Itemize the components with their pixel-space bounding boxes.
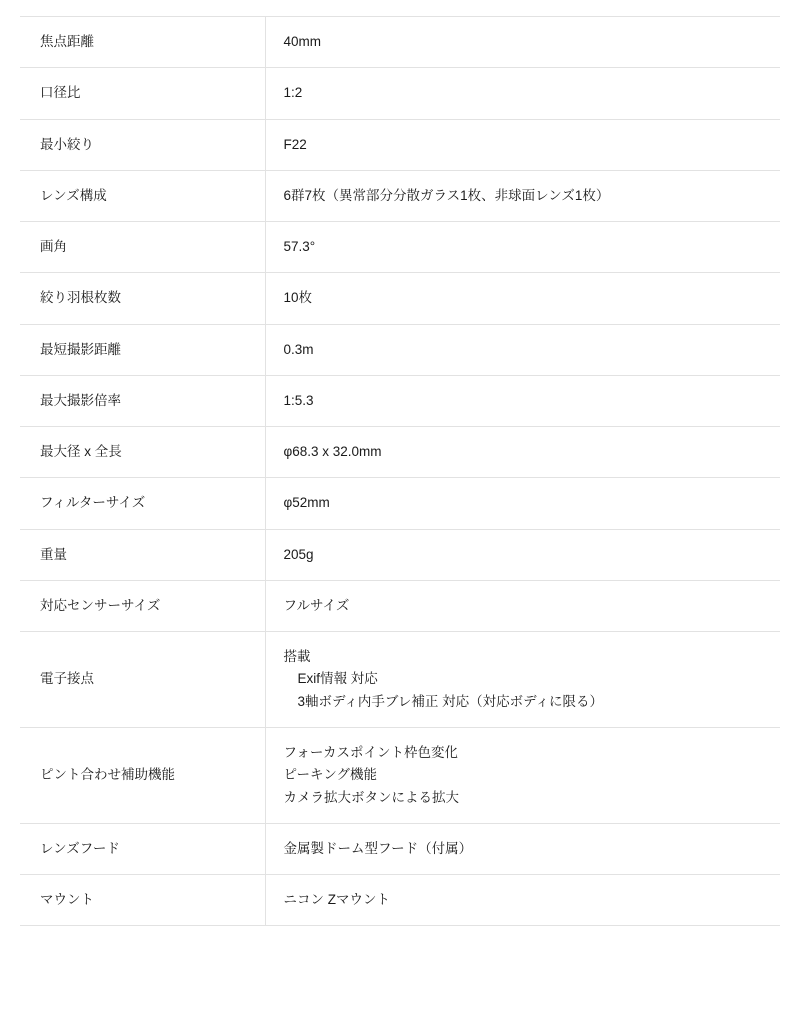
spec-label-cell: 口径比 [20,68,265,119]
spec-label-cell: 電子接点 [20,632,265,728]
table-row [20,273,780,324]
spec-value-cell [265,727,780,823]
spec-label-cell: 最大径 x 全長 [20,427,265,478]
table-row [20,170,780,221]
table-row [20,222,780,273]
table-row [20,875,780,926]
spec-value-cell [265,529,780,580]
table-row [20,529,780,580]
spec-value-line: 搭載 [283,649,311,665]
spec-value-cell [265,823,780,874]
spec-label-cell: 焦点距離 [20,17,265,68]
spec-label-cell: フィルターサイズ [20,478,265,529]
lens-specification-table [20,16,780,926]
table-row [20,68,780,119]
spec-value-cell [265,68,780,119]
spec-value-line: フルサイズ [283,597,350,613]
spec-value-line: 金属製ドーム型フード（付属） [283,840,473,856]
spec-value-cell [265,875,780,926]
specification-table-body [20,17,780,926]
spec-value-line: 205g [283,546,314,562]
table-row [20,17,780,68]
spec-label-cell: レンズフード [20,823,265,874]
table-row [20,478,780,529]
table-row [20,580,780,631]
spec-label-cell: マウント [20,875,265,926]
spec-label-cell: 絞り羽根枚数 [20,273,265,324]
spec-value-cell [265,632,780,728]
spec-value-cell [265,324,780,375]
spec-value-cell [265,170,780,221]
spec-label-cell: 最短撮影距離 [20,324,265,375]
spec-value-line: 1:5.3 [283,392,314,408]
table-row [20,727,780,823]
spec-value-cell [265,17,780,68]
spec-value-line: Exif情報 対応 [297,671,378,687]
spec-value-cell [265,478,780,529]
spec-value-line: 1:2 [283,85,303,101]
spec-value-line: 57.3° [283,239,316,255]
spec-value-line: ピーキング機能 [283,767,378,783]
table-row [20,324,780,375]
spec-value-line: 3軸ボディ内手ブレ補正 対応（対応ボディに限る） [297,693,604,709]
table-row [20,427,780,478]
spec-value-line: カメラ拡大ボタンによる拡大 [283,789,459,805]
spec-label-cell: 最大撮影倍率 [20,375,265,426]
spec-label-cell: 画角 [20,222,265,273]
table-row [20,119,780,170]
spec-value-line: 0.3m [283,341,314,357]
spec-value-line: 10枚 [283,290,313,306]
table-row [20,823,780,874]
spec-value-cell [265,580,780,631]
spec-label-cell: 重量 [20,529,265,580]
spec-value-cell [265,375,780,426]
spec-value-line: ニコン Zマウント [283,892,390,908]
spec-value-cell [265,273,780,324]
spec-label-cell: レンズ構成 [20,170,265,221]
spec-value-line: φ52mm [283,495,330,511]
spec-value-cell [265,427,780,478]
spec-label-cell: 対応センサーサイズ [20,580,265,631]
spec-value-line: フォーカスポイント枠色変化 [283,744,459,760]
spec-value-line: 40mm [283,34,322,49]
table-row [20,632,780,728]
spec-label-cell: ピント合わせ補助機能 [20,727,265,823]
spec-value-line: F22 [283,136,307,152]
spec-value-cell [265,222,780,273]
table-row [20,375,780,426]
spec-value-line: 6群7枚（異常部分分散ガラス1枚、非球面レンズ1枚） [283,187,610,203]
spec-label-cell: 最小絞り [20,119,265,170]
spec-value-cell [265,119,780,170]
spec-value-line: φ68.3 x 32.0mm [283,444,382,460]
